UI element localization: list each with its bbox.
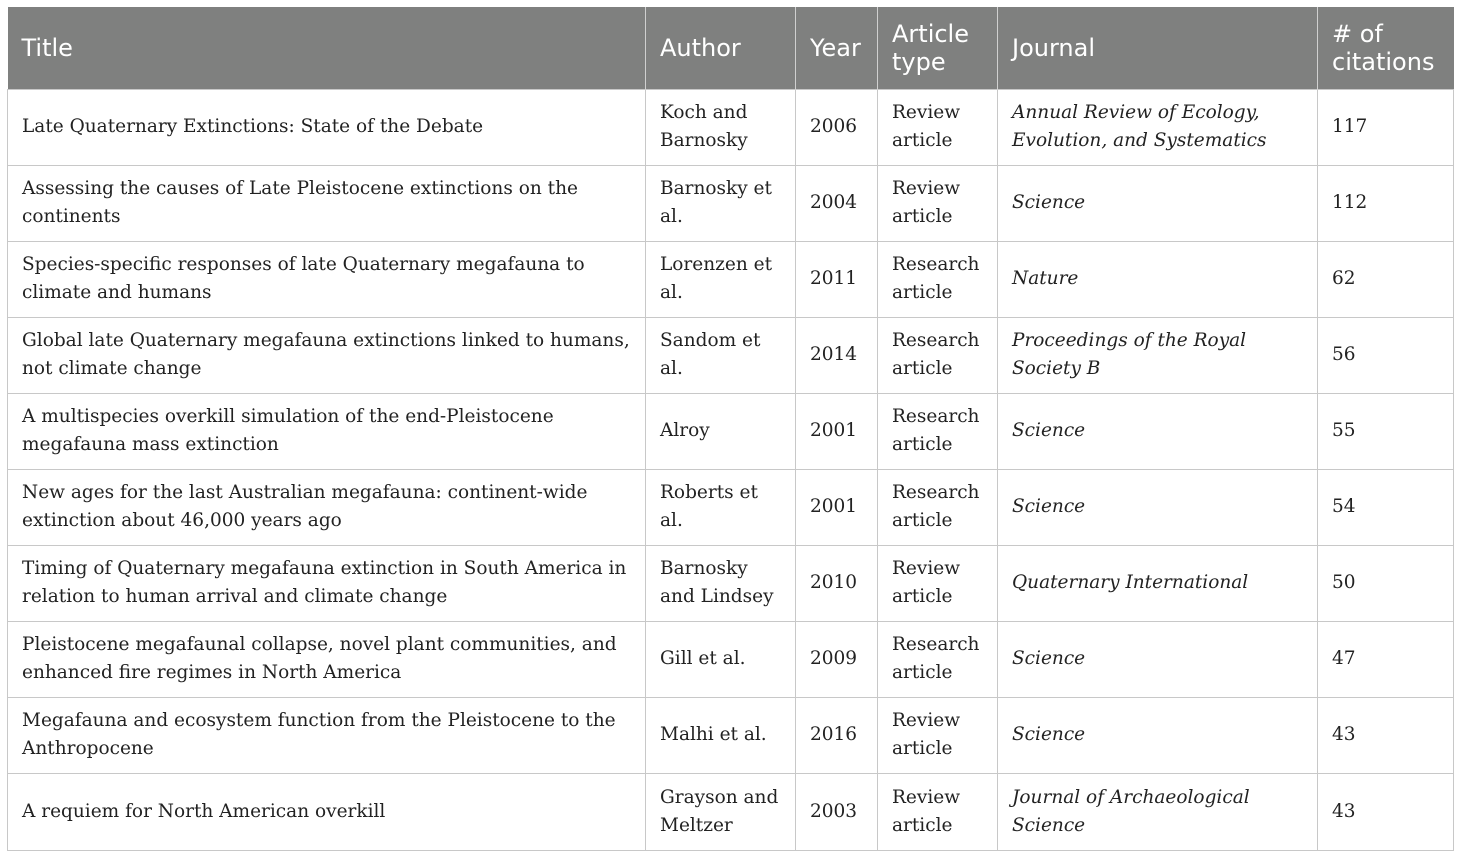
cell-title: A requiem for North American overkill <box>8 773 646 850</box>
cell-year: 2011 <box>796 241 878 317</box>
cell-citations: 54 <box>1318 469 1454 545</box>
cell-title: Species-specific responses of late Quaternary megafauna to climate and humans <box>8 241 646 317</box>
table-header-row <box>8 7 1454 89</box>
table-row <box>8 621 1454 697</box>
header-journal: Journal <box>998 7 1318 89</box>
cell-citations: 62 <box>1318 241 1454 317</box>
table-row <box>8 697 1454 773</box>
cell-journal: Annual Review of Ecology, Evolution, and Systematics <box>998 89 1318 165</box>
cell-citations: 43 <box>1318 773 1454 850</box>
table-row <box>8 773 1454 850</box>
cell-author: Koch and Barnosky <box>646 89 796 165</box>
cell-year: 2003 <box>796 773 878 850</box>
cell-author: Malhi et al. <box>646 697 796 773</box>
cell-year: 2004 <box>796 165 878 241</box>
cell-year: 2001 <box>796 469 878 545</box>
cell-article-type: Research article <box>878 469 998 545</box>
cell-journal: Science <box>998 697 1318 773</box>
cell-article-type: Research article <box>878 317 998 393</box>
cell-title: Timing of Quaternary megafauna extinction in South America in relation to human arrival and climate change <box>8 545 646 621</box>
cell-year: 2014 <box>796 317 878 393</box>
cell-journal: Science <box>998 621 1318 697</box>
cell-journal: Science <box>998 393 1318 469</box>
table-row <box>8 241 1454 317</box>
cell-year: 2009 <box>796 621 878 697</box>
cell-author: Grayson and Meltzer <box>646 773 796 850</box>
cell-title: Late Quaternary Extinctions: State of the Debate <box>8 89 646 165</box>
cell-citations: 43 <box>1318 697 1454 773</box>
cell-journal: Proceedings of the Royal Society B <box>998 317 1318 393</box>
table-row <box>8 393 1454 469</box>
cell-author: Barnosky and Lindsey <box>646 545 796 621</box>
citations-table-container <box>7 7 1453 851</box>
cell-citations: 47 <box>1318 621 1454 697</box>
cell-year: 2006 <box>796 89 878 165</box>
cell-article-type: Review article <box>878 165 998 241</box>
header-title: Title <box>8 7 646 89</box>
cell-author: Gill et al. <box>646 621 796 697</box>
cell-year: 2016 <box>796 697 878 773</box>
cell-title: Global late Quaternary megafauna extinctions linked to humans, not climate change <box>8 317 646 393</box>
cell-author: Roberts et al. <box>646 469 796 545</box>
cell-title: Assessing the causes of Late Pleistocene extinctions on the continents <box>8 165 646 241</box>
header-author: Author <box>646 7 796 89</box>
cell-article-type: Research article <box>878 241 998 317</box>
cell-citations: 50 <box>1318 545 1454 621</box>
citations-table <box>7 7 1454 851</box>
cell-journal: Science <box>998 165 1318 241</box>
cell-article-type: Review article <box>878 773 998 850</box>
cell-title: A multispecies overkill simulation of the end-Pleistocene megafauna mass extinction <box>8 393 646 469</box>
cell-journal: Nature <box>998 241 1318 317</box>
cell-article-type: Review article <box>878 697 998 773</box>
cell-citations: 56 <box>1318 317 1454 393</box>
cell-title: Pleistocene megafaunal collapse, novel plant communities, and enhanced fire regimes in North America <box>8 621 646 697</box>
header-year: Year <box>796 7 878 89</box>
cell-journal: Quaternary International <box>998 545 1318 621</box>
cell-citations: 55 <box>1318 393 1454 469</box>
cell-author: Alroy <box>646 393 796 469</box>
table-row <box>8 317 1454 393</box>
cell-article-type: Research article <box>878 621 998 697</box>
cell-title: Megafauna and ecosystem function from the Pleistocene to the Anthropocene <box>8 697 646 773</box>
cell-author: Lorenzen et al. <box>646 241 796 317</box>
header-article-type: Article type <box>878 7 998 89</box>
cell-article-type: Review article <box>878 545 998 621</box>
cell-year: 2010 <box>796 545 878 621</box>
cell-article-type: Review article <box>878 89 998 165</box>
cell-article-type: Research article <box>878 393 998 469</box>
table-row <box>8 469 1454 545</box>
cell-title: New ages for the last Australian megafauna: continent-wide extinction about 46,000 years ago <box>8 469 646 545</box>
cell-journal: Journal of Archaeological Science <box>998 773 1318 850</box>
cell-citations: 112 <box>1318 165 1454 241</box>
table-row <box>8 545 1454 621</box>
header-citations: # of citations <box>1318 7 1454 89</box>
table-row <box>8 89 1454 165</box>
cell-journal: Science <box>998 469 1318 545</box>
table-row <box>8 165 1454 241</box>
cell-citations: 117 <box>1318 89 1454 165</box>
cell-year: 2001 <box>796 393 878 469</box>
cell-author: Barnosky et al. <box>646 165 796 241</box>
cell-author: Sandom et al. <box>646 317 796 393</box>
